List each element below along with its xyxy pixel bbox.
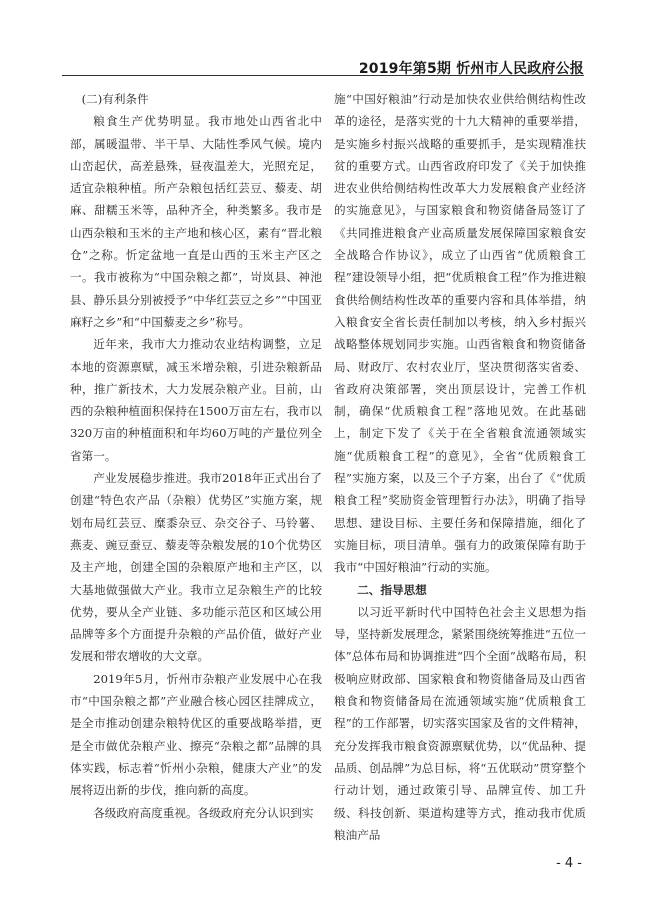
- paragraph-continued: 施“中国好粮油”行动是加快农业供给侧结构性改革的途径，是落实党的十九大精神的重要举措，是实施乡村振兴战略的重要抓手，是实现精准扶贫的重要方式。山西省政府印发了《关于加快推进农业供给侧结构性改革大力发展粮食产业经济的实施意见》，与国家粮食和物资储备局签订了《共同推进粮食产业高质量发展保障国家粮食安全战略合作协议》，成立了山西省“优质粮食工程”建设领导小组，把“优质粮食工程”作为推进粮食供给侧结构性改革的重要内容和具体举措，纳入粮食安全省长责任制加以考核，纳入乡村振兴战略整体规划同步实施。山西省粮食和物资储备局、财政厅、农村农业厅，坚决贯彻落实省委、省政府决策部署，突出顶层设计，完善工作机制，确保“优质粮食工程”落地见效。在此基础上，制定下发了《关于在全省粮食流通领域实施“优质粮食工程”的意见》，全省“优质粮食工程”实施方案，以及三个子方案，出台了《“优质粮食工程”奖励资金管理暂行办法》，明确了指导思想、建设目标、主要任务和保障措施，细化了实施目标，项目清单。强有力的政策保障有助于我市“中国好粮油”行动的实施。: [334, 92, 586, 575]
- page-number: - 4 -: [556, 856, 582, 871]
- page-header: [62, 42, 584, 76]
- paragraph: 粮食生产优势明显。我市地处山西省北中部，属暖温带、半干旱、大陆性季风气候。境内山峦起伏，高差悬殊，昼夜温差大，光照充足，适宜杂粮种植。所产杂粮包括红芸豆、藜麦、胡麻、甜糯玉米等，品种齐全，种类繁多。我市是山西杂粮和玉米的主产地和核心区，素有“晋北粮仓”之称。忻定盆地一直是山西的玉米主产区之一。我市被称为“中国杂粮之都”，岢岚县、神池县、静乐县分别被授予“中华红芸豆之乡”“中国亚麻籽之乡”和“中国藜麦之乡”称号。: [70, 114, 322, 329]
- right-column: [334, 88, 586, 846]
- section-heading: 二、指导思想: [357, 582, 427, 597]
- paragraph: 近年来，我市大力推动农业结构调整，立足本地的资源禀赋，减玉米增杂粮，引进杂粮新品种，推广新技术，大力发展杂粮产业。目前，山西的杂粮种植面积保持在1500万亩左右，我市以320万亩的种植面积和年均60万吨的产量位列全省第一。: [70, 337, 322, 463]
- paragraph: 各级政府高度重视。各级政府充分认识到实: [93, 805, 314, 820]
- journal-title: 2019年第5期 忻州市人民政府公报: [358, 61, 584, 77]
- left-column: [70, 88, 322, 824]
- paragraph: 2019年5月，忻州市杂粮产业发展中心在我市“中国杂粮之都”产业融合核心园区挂牌成立，是全市推动创建杂粮特优区的重要战略举措，更是全市做优杂粮产业、擦亮“杂粮之都”品牌的具体实践，标志着“忻州小杂粮，健康大产业”的发展将迈出新的步伐，推向新的高度。: [70, 671, 322, 798]
- subheading: (二)有利条件: [81, 92, 149, 106]
- paragraph: 产业发展稳步推进。我市2018年正式出台了创建“特色农产品（杂粮）优势区”实施方案，规划布局红芸豆、糜黍杂豆、杂交谷子、马铃薯、燕麦、豌豆蚕豆、藜麦等杂粮发展的10个优势区及主产地，创建全国的杂粮原产地和主产区，以大基地做强做大产业。我市立足杂粮生产的比较优势，要从全产业链、多功能示范区和区域公用品牌等多个方面提升杂粮的产品价值，做好产业发展和带农增收的大文章。: [70, 471, 322, 664]
- paragraph: 以习近平新时代中国特色社会主义思想为指导，坚持新发展理念，紧紧围绕统筹推进“五位一体”总体布局和协调推进“四个全面”战略布局，积极响应财政部、国家粮食和物资储备局及山西省粮食和物资储备局在流通领域实施“优质粮食工程”的工作部署，切实落实国家及省的文件精神，充分发挥我市粮食资源禀赋优势，以“优品种、提品质、创品牌”为总目标，将“五优联动”贯穿整个行动计划，通过政策引导、品牌宣传、加工升级、科技创新、渠道构建等方式，推动我市优质粮油产品: [334, 604, 586, 842]
- header-rule: [62, 75, 584, 76]
